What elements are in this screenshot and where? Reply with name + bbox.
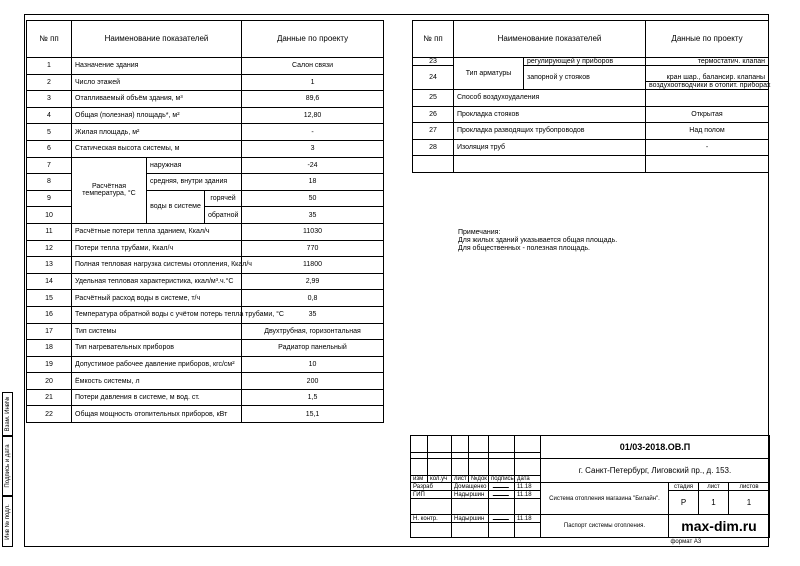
table-row	[27, 223, 384, 240]
table-row	[27, 140, 384, 157]
row-num: 14	[27, 273, 72, 290]
armature-sub2: запорной у стояков	[524, 66, 646, 90]
notes-line: Для общественных - полезная площадь.	[458, 245, 590, 252]
col-header: подпись	[489, 476, 515, 483]
row-value: 770	[242, 240, 384, 257]
armature-sub1: регулирующей у приборов	[524, 58, 646, 66]
format-label: формат А3	[670, 539, 702, 546]
row-num: 16	[27, 306, 72, 323]
row-name: Удельная тепловая характеристика, ккал/м³.ч.°С	[72, 273, 242, 290]
signature	[489, 483, 515, 491]
row-num: 24	[413, 66, 454, 90]
table-row	[27, 157, 384, 174]
row-value: Салон связи	[242, 58, 384, 75]
table-row	[27, 389, 384, 406]
row-num: 10	[27, 207, 72, 224]
stage: Р	[669, 491, 699, 515]
row-name: Тип нагревательных приборов	[72, 340, 242, 357]
table-row	[413, 90, 769, 107]
row-name: Число этажей	[72, 74, 242, 91]
sheets-header: листов	[729, 483, 770, 491]
row-name: Полная тепловая нагрузка системы отопления, Ккал/ч	[72, 257, 242, 274]
table-row	[27, 356, 384, 373]
side-stamp-signature: Подпись и дата	[2, 436, 13, 496]
table-row	[27, 290, 384, 307]
table-row	[27, 373, 384, 390]
row-value: -	[242, 124, 384, 141]
row-value: 35	[242, 207, 384, 224]
row-num: 15	[27, 290, 72, 307]
row-value: 11800	[242, 257, 384, 274]
header-name: Наименование показателей	[72, 21, 242, 58]
row-num: 4	[27, 107, 72, 124]
temp-return: обратной	[205, 207, 242, 224]
row-num: 6	[27, 140, 72, 157]
table-row	[27, 74, 384, 91]
row-name: Прокладка разводящих трубопроводов	[454, 123, 646, 140]
doc-code: 01/03-2018.ОВ.П	[541, 436, 770, 459]
row-num: 7	[27, 157, 72, 174]
row-num: 19	[27, 356, 72, 373]
side-stamp-replace: Взам. Инв№	[2, 392, 13, 436]
stage-header: стадия	[669, 483, 699, 491]
table-row	[413, 106, 769, 123]
table-row	[27, 91, 384, 108]
notes-title: Примечания:	[458, 229, 501, 236]
row-value: Радиатор панельный	[242, 340, 384, 357]
header-data: Данные по проекту	[242, 21, 384, 58]
signature	[489, 491, 515, 499]
row-value: -24	[242, 157, 384, 174]
header-num: № пп	[413, 21, 454, 58]
table-row	[27, 240, 384, 257]
armature-label: Тип арматуры	[454, 58, 524, 90]
row-value: 89,6	[242, 91, 384, 108]
row-num: 5	[27, 124, 72, 141]
row-value: 1	[242, 74, 384, 91]
armature-val2a: кран шар., балансир. клапаны	[646, 66, 769, 82]
row-name: Потери тепла трубами, Ккал/ч	[72, 240, 242, 257]
signature	[489, 515, 515, 523]
address: г. Санкт-Петербург, Лиговский пр., д. 153.	[541, 459, 770, 483]
row-value: 10	[242, 356, 384, 373]
row-num: 22	[27, 406, 72, 423]
row-num: 1	[27, 58, 72, 75]
notes-line: Для жилых зданий указывается общая площадь.	[458, 237, 618, 244]
person-name: Домащенко	[452, 483, 489, 491]
role: Разраб	[411, 483, 452, 491]
person-name: Надыршин	[452, 491, 489, 499]
row-value: 18	[242, 174, 384, 191]
row-num: 21	[27, 389, 72, 406]
row-num: 20	[27, 373, 72, 390]
date: 11.18	[515, 491, 541, 499]
row-name: Потери давления в системе, м вод. ст.	[72, 389, 242, 406]
row-value: 12,80	[242, 107, 384, 124]
row-value: 200	[242, 373, 384, 390]
table-row	[27, 306, 384, 323]
sheets: 1	[729, 491, 770, 515]
row-name: Общая мощность отопительных приборов, кВт	[72, 406, 242, 423]
row-value: -	[646, 139, 769, 156]
row-value: 3	[242, 140, 384, 157]
row-name: Температура обратной воды с учётом потерь тепла трубами, °С	[72, 306, 242, 323]
table-row	[27, 58, 384, 75]
col-header: дата	[515, 476, 541, 483]
table-row	[27, 406, 384, 423]
header-num: № пп	[27, 21, 72, 58]
brand-logo: max-dim.ru	[669, 515, 770, 538]
row-name: Изоляция труб	[454, 139, 646, 156]
role: Н. контр.	[411, 515, 452, 523]
row-num: 8	[27, 174, 72, 191]
row-value: 0,8	[242, 290, 384, 307]
table-row	[413, 139, 769, 156]
row-name: Назначение здания	[72, 58, 242, 75]
col-header: кол.уч	[428, 476, 452, 483]
temp-water: воды в системе	[147, 190, 205, 223]
sheet: 1	[699, 491, 729, 515]
row-name: Ёмкость системы, л	[72, 373, 242, 390]
row-value: Двухтрубная, горизонтальная	[242, 323, 384, 340]
row-num: 12	[27, 240, 72, 257]
right-parameters-table	[412, 20, 769, 173]
table-row	[27, 107, 384, 124]
temp-inner: средняя, внутри здания	[147, 174, 242, 191]
row-name: Допустимое рабочее давление приборов, кгс/см²	[72, 356, 242, 373]
table-row	[27, 323, 384, 340]
person-name: Надыршин	[452, 515, 489, 523]
left-parameters-table	[26, 20, 384, 423]
row-num: 28	[413, 139, 454, 156]
row-value: 15,1	[242, 406, 384, 423]
armature-val2b: воздухоотводчики в отопит. приборах	[646, 82, 769, 90]
armature-val1: термостатич. клапан	[646, 58, 769, 66]
row-name: Прокладка стояков	[454, 106, 646, 123]
table-row	[27, 124, 384, 141]
table-row	[27, 340, 384, 357]
col-header: №док	[469, 476, 489, 483]
sheet-header: лист	[699, 483, 729, 491]
row-name: Отапливаемый объём здания, м³	[72, 91, 242, 108]
row-value: 1,5	[242, 389, 384, 406]
role: ГИП	[411, 491, 452, 499]
row-name: Тип системы	[72, 323, 242, 340]
row-value: 11030	[242, 223, 384, 240]
side-stamp-inventory: Инв № подл.	[2, 496, 13, 547]
header-name: Наименование показателей	[454, 21, 646, 58]
col-header: изм	[411, 476, 428, 483]
table-row	[413, 123, 769, 140]
row-value: 2,99	[242, 273, 384, 290]
col-header: лист	[452, 476, 469, 483]
row-value: Открытая	[646, 106, 769, 123]
row-num: 11	[27, 223, 72, 240]
document-name: Паспорт системы отопления.	[541, 515, 669, 538]
header-data: Данные по проекту	[646, 21, 769, 58]
row-num: 25	[413, 90, 454, 107]
row-num: 9	[27, 190, 72, 207]
row-name: Способ воздухоудаления	[454, 90, 646, 107]
row-value: 35	[242, 306, 384, 323]
row-name: Расчётные потери тепла зданием, Ккал/ч	[72, 223, 242, 240]
row-name: Общая (полезная) площадь*, м²	[72, 107, 242, 124]
table-row	[27, 273, 384, 290]
row-name: Расчётный расход воды в системе, т/ч	[72, 290, 242, 307]
table-row	[27, 257, 384, 274]
system-name: Система отопления магазина "Билайн".	[541, 483, 669, 515]
temp-group-label: Расчётная температура, °С	[72, 157, 147, 223]
row-num: 3	[27, 91, 72, 108]
row-num: 18	[27, 340, 72, 357]
row-name: Статическая высота системы, м	[72, 140, 242, 157]
temp-hot: горячей	[205, 190, 242, 207]
row-num: 2	[27, 74, 72, 91]
title-block	[410, 435, 770, 546]
row-value: 50	[242, 190, 384, 207]
row-value: Над полом	[646, 123, 769, 140]
row-num: 27	[413, 123, 454, 140]
row-name: Жилая площадь, м²	[72, 124, 242, 141]
row-num: 26	[413, 106, 454, 123]
row-num: 13	[27, 257, 72, 274]
row-num: 17	[27, 323, 72, 340]
row-num: 23	[413, 58, 454, 66]
temp-outer: наружная	[147, 157, 242, 174]
date: 11.18	[515, 483, 541, 491]
date: 11.18	[515, 515, 541, 523]
row-value	[646, 90, 769, 107]
notes	[458, 229, 617, 253]
